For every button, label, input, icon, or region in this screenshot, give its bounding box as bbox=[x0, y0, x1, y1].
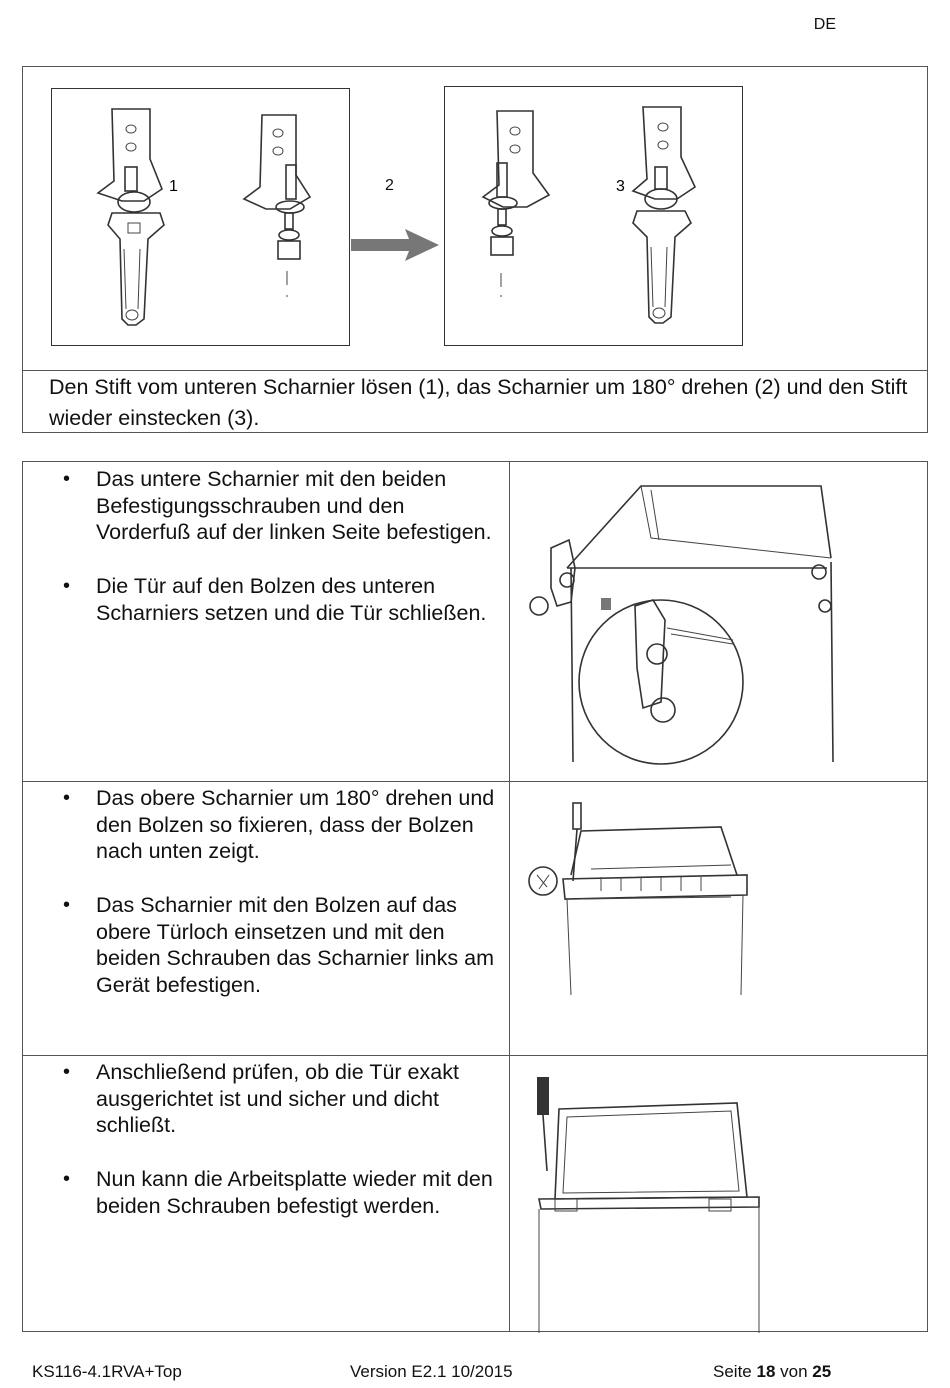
page-prefix: Seite bbox=[713, 1362, 752, 1381]
worktop-illustration bbox=[511, 1071, 929, 1333]
lower-hinge-illustration bbox=[511, 472, 929, 772]
step-label-1: 1 bbox=[169, 178, 178, 195]
page-current: 18 bbox=[756, 1362, 776, 1381]
instruction-row-1 bbox=[23, 462, 927, 782]
footer-page-number bbox=[713, 1362, 831, 1382]
language-code: DE bbox=[813, 16, 836, 33]
instruction-bullet: • Die Tür auf den Bolzen des unteren Scharniers setzen und die Tür schließen. bbox=[23, 573, 496, 626]
hinge-caption: Den Stift vom unteren Scharnier lösen (1), das Scharnier um 180° drehen (2) und den Stift wieder einstecken (3). bbox=[49, 375, 908, 430]
hinge-with-wrench-icon bbox=[98, 109, 164, 325]
instruction-bullet: • Nun kann die Arbeitsplatte wieder mit den beiden Schrauben befestigt werden. bbox=[23, 1166, 496, 1219]
page-total: 25 bbox=[812, 1362, 832, 1381]
instruction-list-3 bbox=[23, 1059, 496, 1246]
hinge-with-bolt-icon bbox=[244, 115, 310, 297]
hinge-illustration-right bbox=[444, 86, 743, 346]
instruction-list-2 bbox=[23, 785, 496, 1025]
hinge-with-bolt-icon bbox=[483, 111, 549, 297]
instruction-row-2 bbox=[23, 781, 927, 1056]
instruction-list-1 bbox=[23, 466, 496, 653]
footer-model: KS116-4.1RVA+Top bbox=[32, 1362, 182, 1381]
instruction-bullet: • Das obere Scharnier um 180° drehen und den Bolzen so fixieren, dass der Bolzen nach unten zeigt. bbox=[23, 785, 496, 865]
upper-hinge-illustration bbox=[511, 795, 929, 1005]
instruction-bullet: • Das Scharnier mit den Bolzen auf das obere Türloch einsetzen und mit den beiden Schrauben das Scharnier links am Gerät befestigen. bbox=[23, 892, 496, 999]
transition-arrow-icon bbox=[347, 207, 443, 277]
instruction-bullet: • Anschließend prüfen, ob die Tür exakt ausgerichtet ist und sicher und dicht schließt. bbox=[23, 1059, 496, 1139]
page-separator: von bbox=[780, 1362, 808, 1381]
hinge-illustration-left bbox=[51, 88, 350, 346]
footer-version: Version E2.1 10/2015 bbox=[350, 1362, 513, 1381]
instruction-bullet: • Das untere Scharnier mit den beiden Befestigungsschrauben und den Vorderfuß auf der linken Seite befestigen. bbox=[23, 466, 496, 546]
hinge-with-wrench-icon bbox=[633, 107, 695, 323]
hinge-instruction-box bbox=[22, 66, 928, 433]
step-label-3: 3 bbox=[616, 178, 625, 195]
step-label-2: 2 bbox=[385, 177, 394, 194]
instruction-table bbox=[22, 461, 928, 1332]
instruction-row-3 bbox=[23, 1055, 927, 1333]
